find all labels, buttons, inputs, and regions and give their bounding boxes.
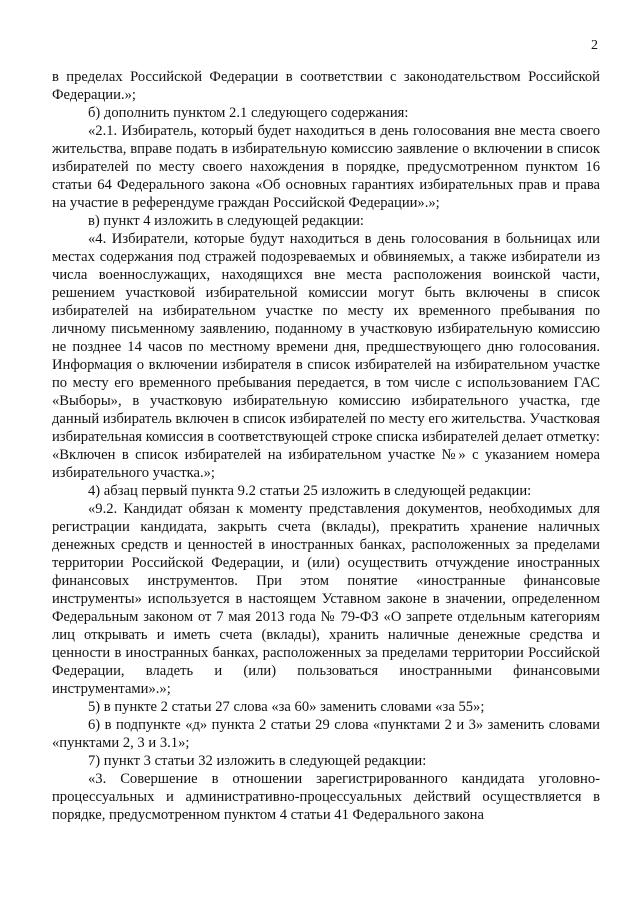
document-body <box>52 68 600 824</box>
paragraph-clause-9-2: «9.2. Кандидат обязан к моменту представления документов, необходимых для регистрации кандидата, закрыть счета (вклады), прекратить хранение наличных денежных средств и ценностей в иностранных банках, расположенных за пределами территории Российской Федерации, и (или) осуществить отчуждение иностранных финансовых инструментов. При этом понятие «иностранные финансовые инструменты» используется в настоящем Уставном законе в значении, определенном Федеральным законом от 7 мая 2013 года № 79-ФЗ «О запрете отдельным категориям лиц открывать и иметь счета (вклады), хранить наличные денежные средства и ценности в иностранных банках, расположенных за пределами территории Российской Федерации, владеть и (или) пользоваться иностранными финансовыми инструментами».»; <box>52 501 600 697</box>
page-number: 2 <box>591 38 598 53</box>
paragraph-clause-2-1: «2.1. Избиратель, который будет находиться в день голосования вне места своего жительства, вправе подать в избирательную комиссию заявление о включении в список избирателей по месту своего нахождения в порядке, предусмотренном пунктом 16 статьи 64 Федерального закона «Об основных гарантиях избирательных прав и права на участие в референдуме граждан Российской Федерации».»; <box>52 123 600 211</box>
paragraph-clause-3: «3. Совершение в отношении зарегистрированного кандидата уголовно-процессуальных и административно-процессуальных действий осуществляется в порядке, предусмотренном пунктом 4 статьи 41 Федерального закона <box>52 771 600 823</box>
paragraph-subitem-b: б) дополнить пунктом 2.1 следующего содержания: <box>88 105 409 121</box>
paragraph-continuation: в пределах Российской Федерации в соответствии с законодательством Российской Федерации.»; <box>52 69 600 103</box>
paragraph-item-4: 4) абзац первый пункта 9.2 статьи 25 изложить в следующей редакции: <box>88 483 532 499</box>
paragraph-subitem-v: в) пункт 4 изложить в следующей редакции: <box>88 213 364 229</box>
paragraph-item-5: 5) в пункте 2 статьи 27 слова «за 60» заменить словами «за 55»; <box>88 699 485 715</box>
paragraph-item-6: 6) в подпункте «д» пункта 2 статьи 29 слова «пунктами 2 и 3» заменить словами «пунктами 2, 3 и 3.1»; <box>52 717 600 751</box>
paragraph-item-7: 7) пункт 3 статьи 32 изложить в следующей редакции: <box>88 753 427 769</box>
paragraph-clause-4: «4. Избиратели, которые будут находиться в день голосования в больницах или местах содержания под стражей подозреваемых и обвиняемых, а также избиратели из числа военнослужащих, находящихся вне места расположения воинской части, решением участковой избирательной комиссии могут быть включены в список избирателей на избирательном участке по месту их временного пребывания по личному письменному заявлению, поданному в участковую избирательную комиссию не позднее 14 часов по местному времени дня, предшествующего дню голосования. Информация о включении избирателя в список избирателей на избирательном участке по месту его временного пребывания передается, в том числе с использованием ГАС «Выборы», в участковую избирательную комиссию избирательного участка, где данный избиратель включен в список избирателей по месту его жительства. Участковая избирательная комиссия в соответствующей строке списка избирателей делает отметку: «Включен в список избирателей на избирательном участке №» с указанием номера избирательного участка.»; <box>52 231 600 481</box>
